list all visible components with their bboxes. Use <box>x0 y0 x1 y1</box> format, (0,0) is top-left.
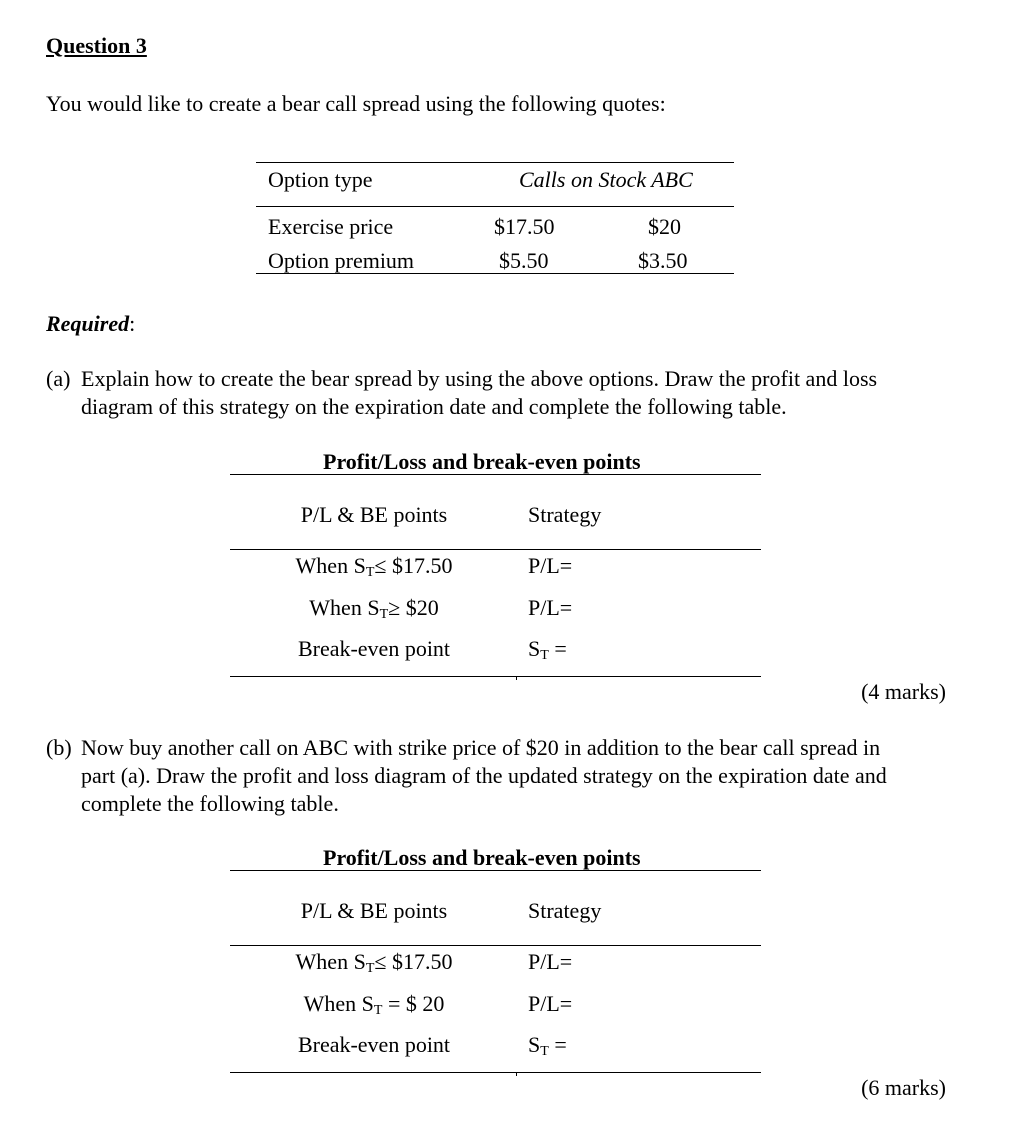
row-value: $3.50 <box>638 248 688 273</box>
part-b-text <box>46 734 951 818</box>
table-row-label: Break-even point <box>297 636 451 661</box>
table-rule <box>230 870 761 871</box>
table-row-label: When $S_T\ge$ $20 <box>309 595 439 622</box>
required-label: Required: <box>46 311 136 336</box>
column-header: P/L & BE points <box>300 502 448 527</box>
part-a-line: diagram of this strategy on the expiration date and complete the following table. <box>81 394 787 419</box>
table-row-value: P/L= <box>528 595 573 620</box>
column-header: Strategy <box>528 898 602 923</box>
table-row-value: P/L= <box>528 991 573 1016</box>
header-value: Calls on Stock ABC <box>519 167 693 192</box>
part-a-text <box>46 365 951 421</box>
row-label: Option premium <box>268 248 415 273</box>
question-title: Question 3 <box>46 33 147 58</box>
table-row-label: Break-even point <box>297 1032 451 1057</box>
row-value: $5.50 <box>499 248 549 273</box>
header-label: Option type <box>268 167 373 192</box>
table-rule <box>230 549 761 550</box>
table-title: Profit/Loss and break-even points <box>323 845 641 870</box>
row-value: $20 <box>648 214 681 239</box>
table-rule <box>230 1072 761 1073</box>
part-a-line: Explain how to create the bear spread by using the above options. Draw the profit and loss <box>81 366 878 391</box>
table-rule <box>516 1072 517 1076</box>
table-rule <box>516 676 517 680</box>
table-row-value: P/L= <box>528 553 573 578</box>
marks-a: (4 marks) <box>861 679 946 704</box>
table-rule <box>230 945 761 946</box>
table-rule <box>230 474 761 475</box>
table-row-label: When $S_T\le$ $17.50 <box>295 949 453 976</box>
part-b-line: complete the following table. <box>81 791 339 816</box>
table-rule <box>256 206 734 207</box>
part-b-label: (b) <box>46 735 72 760</box>
column-header: Strategy <box>528 502 602 527</box>
table-rule <box>256 273 734 274</box>
intro-text: You would like to create a bear call spread using the following quotes: <box>46 91 666 116</box>
row-label: Exercise price <box>268 214 394 239</box>
table-rule <box>230 676 761 677</box>
part-b-line: Now buy another call on ABC with strike price of $20 in addition to the bear call spread in <box>81 735 881 760</box>
table-title: Profit/Loss and break-even points <box>323 449 641 474</box>
table-row-value: P/L= <box>528 949 573 974</box>
row-value: $17.50 <box>494 214 555 239</box>
marks-b: (6 marks) <box>861 1075 946 1100</box>
table-row-value: $S_T$ = <box>528 1032 567 1059</box>
table-row-value: $S_T$ = <box>528 636 567 663</box>
column-header: P/L & BE points <box>300 898 448 923</box>
part-b-line: part (a). Draw the profit and loss diagram of the updated strategy on the expiration date and <box>81 763 887 788</box>
table-row-label: When $S_T\le$ $17.50 <box>295 553 453 580</box>
part-a-label: (a) <box>46 366 71 391</box>
table-rule <box>256 162 734 163</box>
table-row-label: When $S_T$ = $ 20 <box>303 991 445 1018</box>
